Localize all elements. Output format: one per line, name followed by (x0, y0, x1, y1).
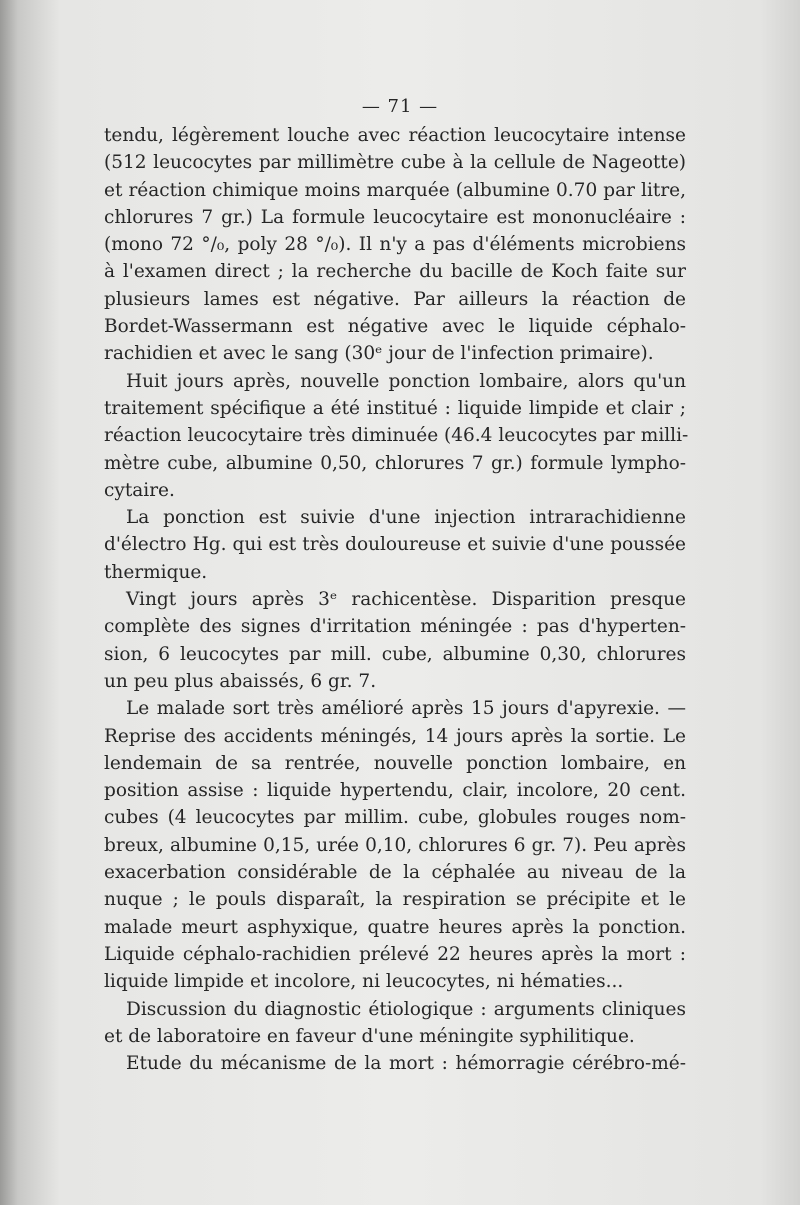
text-line: complète des signes d'irritation méningée : pas d'hyperten- (104, 616, 686, 638)
text-line: Reprise des accidents méningés, 14 jours après la sortie. Le (104, 725, 686, 747)
text-line: Etude du mécanisme de la mort : hémorragie cérébro-mé- (126, 1053, 686, 1075)
text-line: position assise : liquide hypertendu, clair, incolore, 20 cent. (104, 780, 686, 802)
text-line: Le malade sort très amélioré après 15 jours d'apyrexie. — (126, 698, 686, 720)
text-line: à l'examen direct ; la recherche du bacille de Koch faite sur (104, 261, 686, 283)
text-line: rachidien et avec le sang (30ᵉ jour de l'infection primaire). (104, 343, 654, 365)
body-text (104, 122, 689, 1077)
text-line: Discussion du diagnostic étiologique : arguments cliniques (126, 998, 686, 1020)
text-line: réaction leucocytaire très diminuée (46.4 leucocytes par milli- (104, 425, 689, 447)
text-line: La ponction est suivie d'une injection intrarachidienne (126, 507, 686, 529)
text-line: cytaire. (104, 479, 175, 501)
text-line: exacerbation considérable de la céphalée au niveau de la (104, 862, 686, 884)
text-line: (mono 72 °/₀, poly 28 °/₀). Il n'y a pas d'éléments microbiens (104, 234, 686, 256)
text-line: Liquide céphalo-rachidien prélevé 22 heures après la mort : (104, 943, 686, 965)
text-line: tendu, légèrement louche avec réaction leucocytaire intense (104, 125, 686, 146)
text-line: thermique. (104, 561, 208, 583)
text-line: Vingt jours après 3ᵉ rachicentèse. Disparition presque (126, 589, 686, 611)
text-line: malade meurt asphyxique, quatre heures après la ponction. (104, 916, 686, 938)
text-line: Bordet-Wassermann est négative avec le liquide céphalo- (104, 316, 686, 338)
text-line: d'électro Hg. qui est très douloureuse et suivie d'une poussée (104, 534, 686, 556)
text-line: et de laboratoire en faveur d'une méningite syphilitique. (104, 1025, 635, 1047)
text-line: (512 leucocytes par millimètre cube à la cellule de Nageotte) (104, 152, 686, 174)
text-line: traitement spécifique a été institué : liquide limpide et clair ; (104, 397, 686, 419)
text-line: breux, albumine 0,15, urée 0,10, chlorures 6 gr. 7). Peu après (104, 834, 686, 856)
text-line: un peu plus abaissés, 6 gr. 7. (104, 670, 377, 692)
text-line: sion, 6 leucocytes par mill. cube, albumine 0,30, chlorures (104, 643, 686, 665)
text-line: mètre cube, albumine 0,50, chlorures 7 gr.) formule lympho- (104, 452, 686, 474)
text-line: chlorures 7 gr.) La formule leucocytaire est mononucléaire : (104, 206, 686, 228)
text-line: cubes (4 leucocytes par millim. cube, globules rouges nom- (104, 807, 686, 829)
text-line: et réaction chimique moins marquée (albumine 0.70 par litre, (104, 179, 686, 201)
text-line: liquide limpide et incolore, ni leucocytes, ni hématies... (104, 971, 624, 993)
page-number: — 71 — (361, 96, 439, 117)
text-line: plusieurs lames est négative. Par ailleurs la réaction de (104, 288, 686, 310)
text-line: Huit jours après, nouvelle ponction lombaire, alors qu'un (126, 370, 686, 392)
text-line: nuque ; le pouls disparaît, la respiration se précipite et le (104, 889, 686, 911)
text-line: lendemain de sa rentrée, nouvelle ponction lombaire, en (104, 752, 686, 774)
